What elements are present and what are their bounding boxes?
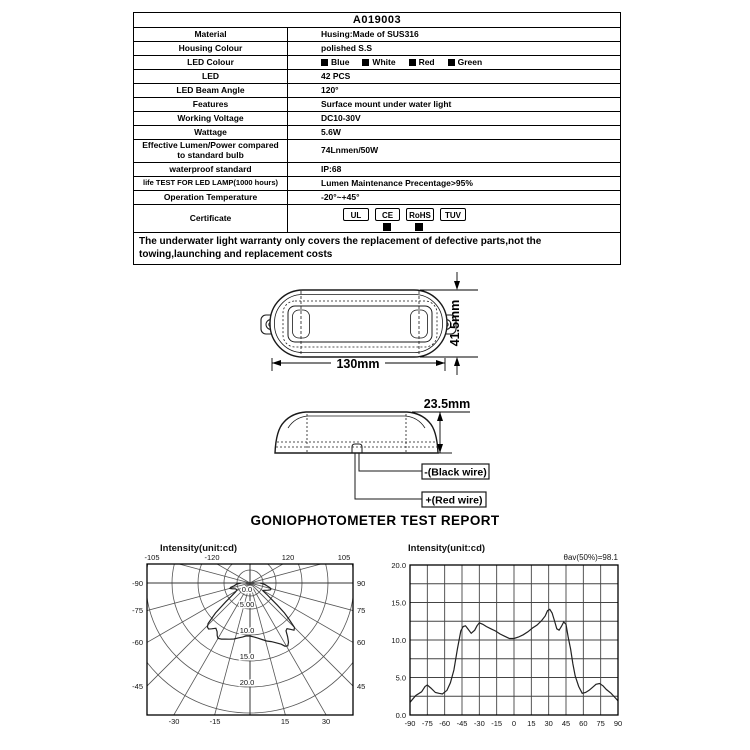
row-value: 74Lnmen/50W (321, 145, 379, 156)
polar-angle-tick-left: -60 (132, 638, 143, 647)
x-axis-tick-label: 0 (511, 719, 517, 728)
led-colour-options (288, 56, 620, 69)
polar-angle-tick-top: 105 (337, 553, 351, 562)
polar-angle-tick-left: -90 (132, 579, 143, 588)
led-colour-label: Green (457, 56, 483, 67)
spec-row-housing-colour (134, 41, 620, 55)
beam-angle-annotation: θav(50%)=98.1 (563, 553, 618, 562)
x-axis-tick-label: 45 (561, 719, 571, 728)
spec-row-features (134, 97, 620, 111)
polar-ray (25, 583, 253, 713)
polar-angle-tick-bottom: -15 (209, 717, 221, 726)
spec-row-life-test (134, 176, 620, 190)
spec-row-operation-temperature (134, 190, 620, 204)
polar-radial-tick-label: 10.0 (239, 626, 255, 635)
black-square-icon (383, 223, 391, 231)
spec-row-working-voltage (134, 111, 620, 125)
x-axis-tick-label: 60 (579, 719, 588, 728)
arrow-up-icon (454, 357, 460, 366)
lens-surface-line (288, 416, 425, 428)
row-label: Features (134, 98, 288, 111)
y-axis-tick-label: 5.0 (395, 673, 406, 683)
certificate-badge-rohs: RoHS (406, 208, 434, 221)
model-number: A019003 (352, 14, 402, 26)
x-axis-tick-label: 30 (544, 719, 553, 728)
spec-row-led (134, 69, 620, 83)
black-square-icon (448, 59, 455, 66)
row-value: Surface mount under water light (321, 98, 452, 109)
led-colour-label: White (372, 56, 396, 67)
polar-chart (0, 530, 501, 740)
y-axis-tick-label: 0.0 (395, 711, 406, 720)
line-chart (391, 543, 622, 728)
row-label: waterproof standard (134, 163, 288, 176)
polar-angle-tick-left: -45 (132, 682, 143, 691)
polar-angle-tick-top: -105 (144, 553, 160, 562)
y-axis-tick-label: 10.0 (391, 636, 406, 645)
black-square-icon (362, 59, 369, 66)
row-label: Wattage (134, 126, 288, 139)
row-label: LED Beam Angle (134, 84, 288, 97)
line-chart-grid (410, 565, 618, 715)
polar-angle-tick-right: 75 (357, 606, 366, 615)
black-square-icon (409, 59, 416, 66)
polar-angle-tick-top: 120 (281, 553, 295, 562)
report-title: GONIOPHOTOMETER TEST REPORT (250, 513, 500, 528)
polar-ray (66, 583, 253, 740)
row-value: polished S.S (321, 42, 373, 53)
polar-angle-tick-bottom: -30 (168, 717, 180, 726)
led-colour-option (409, 58, 435, 67)
spec-row-certificate (134, 204, 620, 232)
red-wire-leader (355, 453, 422, 499)
x-axis-tick-label: -45 (456, 719, 468, 728)
x-axis-tick-label: 75 (596, 719, 605, 728)
spec-table (133, 12, 621, 265)
certificate-badge-ul: UL (343, 208, 369, 221)
spec-row-waterproof (134, 162, 620, 176)
warranty-note: The underwater light warranty only covers the replacement of defective parts,not the towing,launching and replacement costs (134, 232, 620, 264)
depth-dimension-label: 23.5mm (423, 397, 471, 411)
row-label: Effective Lumen/Power compared to standard bulb (134, 140, 288, 162)
x-axis-tick-label: 90 (613, 719, 623, 728)
y-axis-tick-label: 20.0 (391, 561, 406, 570)
line-chart-title: Intensity(unit:cd) (408, 543, 486, 554)
x-axis-tick-label: -60 (439, 719, 451, 728)
width-dimension (272, 357, 445, 371)
spec-row-wattage (134, 125, 620, 139)
row-label: Working Voltage (134, 112, 288, 125)
polar-radial-tick-label: 20.0 (239, 678, 255, 687)
x-axis-tick-label: -15 (491, 719, 503, 728)
technical-drawing (0, 270, 750, 520)
black-wire-label: -(Black wire) (424, 466, 487, 479)
wire-callouts (355, 453, 489, 507)
row-label: Operation Temperature (134, 191, 288, 204)
row-label: Housing Colour (134, 42, 288, 55)
row-value: Lumen Maintenance Precentage>95% (321, 177, 473, 188)
row-value: IP:68 (321, 163, 342, 174)
red-wire-label: +(Red wire) (425, 494, 483, 507)
y-axis-tick-label: 15.0 (391, 598, 406, 608)
led-colour-option (448, 58, 483, 67)
goniophotometer-charts (0, 530, 750, 740)
row-label: LED Colour (134, 56, 288, 69)
arrow-right-icon (436, 360, 445, 366)
row-value: 5.6W (321, 126, 341, 137)
spec-row-effective-lumen (134, 139, 620, 162)
polar-grid (0, 530, 501, 740)
led-colour-label: Red (418, 56, 435, 67)
certificate-badge-ce: CE (375, 208, 400, 221)
row-label: Certificate (134, 205, 288, 232)
arrow-up-icon (437, 412, 443, 421)
row-label: life TEST FOR LED LAMP(1000 hours) (134, 177, 288, 190)
cable-gland (352, 444, 362, 453)
polar-chart-title: Intensity(unit:cd) (160, 543, 238, 554)
certificate-badges (288, 205, 620, 232)
polar-ray (250, 583, 434, 740)
x-axis-tick-label: -30 (473, 719, 485, 728)
polar-angle-tick-top: -120 (204, 553, 220, 562)
polar-radial-tick-label: 0.0 (241, 585, 253, 594)
polar-angle-tick-right: 60 (357, 638, 366, 647)
row-label: Material (134, 28, 288, 41)
polar-angle-tick-bottom: 15 (280, 717, 290, 726)
height-dimension-label: 41.5mm (448, 299, 462, 347)
x-axis-tick-label: 15 (527, 719, 536, 728)
arrow-left-icon (272, 360, 281, 366)
row-label: LED (134, 70, 288, 83)
arrow-down-icon (454, 281, 460, 290)
polar-radial-tick-label: 5.00 (239, 600, 255, 609)
polar-angle-tick-right: 45 (357, 682, 366, 691)
x-axis-tick-label: -75 (421, 719, 433, 728)
polar-angle-tick-bottom: 30 (321, 717, 331, 726)
x-axis-tick-label: -90 (404, 719, 416, 728)
row-value: Husing:Made of SUS316 (321, 28, 419, 39)
led-colour-option (321, 58, 349, 67)
side-view (275, 412, 438, 453)
width-dimension-label: 130mm (336, 357, 380, 371)
top-view (261, 290, 456, 357)
row-value: -20°~+45° (321, 191, 360, 202)
certificate-badge-tuv: TUV (440, 208, 466, 221)
spec-row-material (134, 27, 620, 41)
black-square-icon (321, 59, 328, 66)
depth-dimension (412, 397, 470, 453)
spec-row-led-colour (134, 55, 620, 69)
black-wire-leader (359, 453, 422, 471)
row-value: 120° (321, 84, 339, 95)
led-colour-label: Blue (331, 56, 350, 67)
row-value: 42 PCS (321, 70, 351, 81)
polar-radial-tick-label: 15.0 (239, 652, 255, 661)
polar-angle-tick-right: 90 (357, 579, 366, 588)
polar-angle-tick-left: -75 (132, 606, 143, 615)
row-value: DC10-30V (321, 112, 361, 123)
led-colour-option (362, 58, 395, 67)
spec-row-beam-angle (134, 83, 620, 97)
black-square-icon (415, 223, 423, 231)
